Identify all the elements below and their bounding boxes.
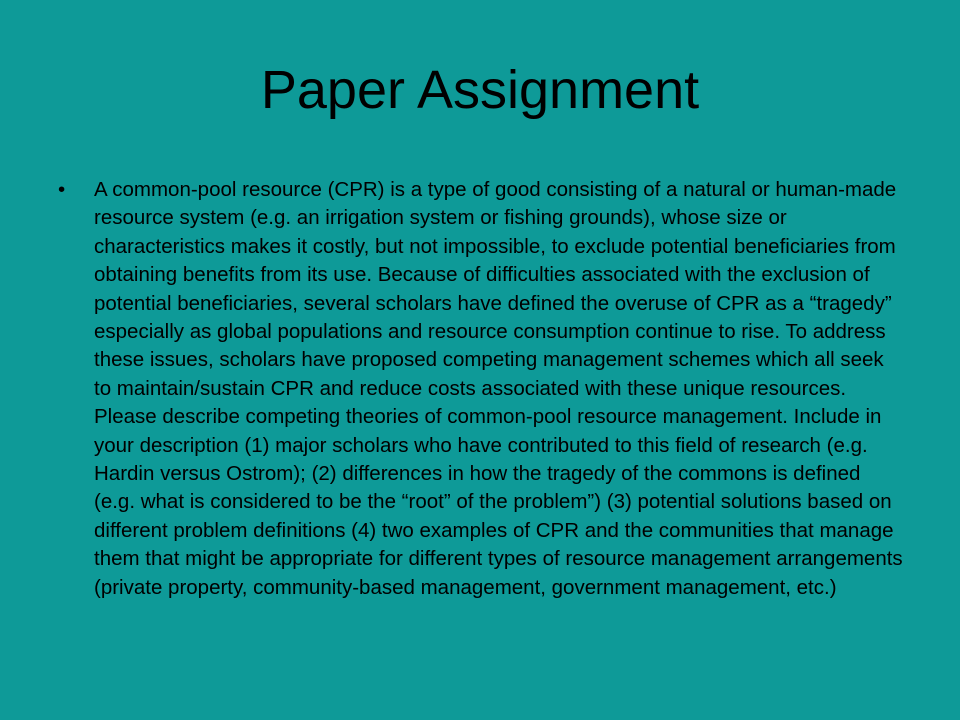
slide-title: Paper Assignment xyxy=(260,60,700,120)
bullet-icon: • xyxy=(58,178,66,201)
bullet-text: A common-pool resource (CPR) is a type of good consisting of a natural or human-made resource system (e.g. an irrigation system or fishing grounds), whose size or characteristics makes it costly, but not impossible, to exclude potential beneficiaries from obtaining benefits from its use. Because of difficulties associated with the exclusion of potential beneficiaries, several scholars have defined the overuse of CPR as a “tragedy” especially as global populations and resource consumption continue to rise. To address these issues, scholars have proposed competing management schemes which all seek to maintain/sustain CPR and reduce costs associated with these unique resources. Please describe competing theories of common-pool resource management. Include in your description (1) major scholars who have contributed to this field of research (e.g. Hardin versus Ostrom); (2) differences in how the tragedy of the commons is defined (e.g. what is considered to be the “root” of the problem”) (3) potential solutions based on different problem definitions (4) two examples of CPR and the communities that manage them that might be appropriate for different types of resource management arrangements (private property, community-based management, government management, etc.) xyxy=(94,178,903,599)
bullet-list xyxy=(58,176,904,602)
bullet-item xyxy=(58,176,904,602)
